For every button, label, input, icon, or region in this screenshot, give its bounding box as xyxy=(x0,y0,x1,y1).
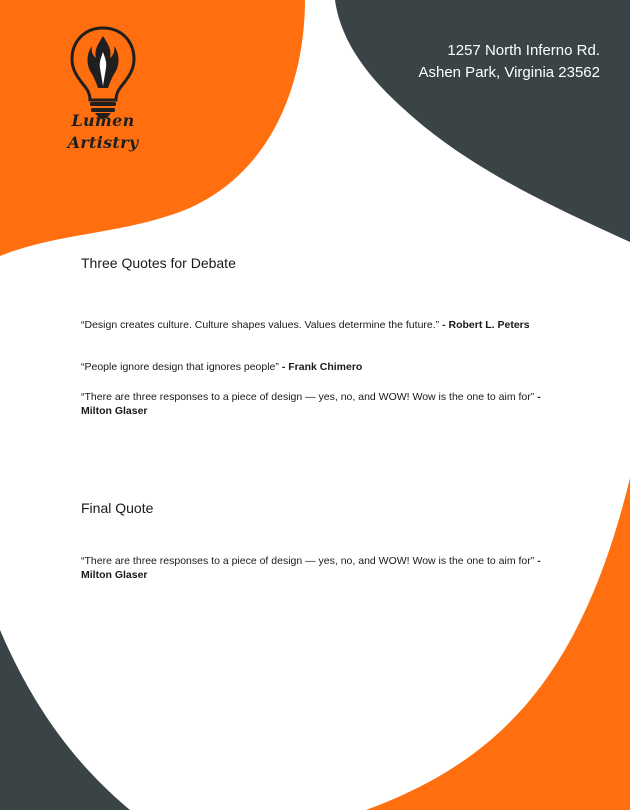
quote-1 xyxy=(81,318,541,332)
orange-shape-top-left xyxy=(0,0,305,256)
orange-shape-bottom-right xyxy=(366,478,630,810)
quote-3-author: - Milton Glaser xyxy=(81,391,541,417)
quote-1-author: - Robert L. Peters xyxy=(442,319,530,331)
quote-3-text: “There are three responses to a piece of design — yes, no, and WOW! Wow is the one to aim for” xyxy=(81,391,535,403)
logo xyxy=(58,22,148,162)
final-quote xyxy=(81,554,541,582)
company-address xyxy=(418,40,600,84)
address-line-1: 1257 North Inferno Rd. xyxy=(447,42,600,59)
logo-line-2: Artistry xyxy=(67,133,139,152)
quote-2-text: “People ignore design that ignores people” xyxy=(81,361,279,373)
charcoal-shape-bottom-left xyxy=(0,630,130,810)
quote-3 xyxy=(81,390,541,418)
final-quote-author: - Milton Glaser xyxy=(81,555,541,581)
logo-wordmark xyxy=(58,110,148,154)
logo-line-1: Lumen xyxy=(71,111,135,130)
final-quote-text: “There are three responses to a piece of design — yes, no, and WOW! Wow is the one to aim for” xyxy=(81,555,535,567)
quote-2 xyxy=(81,360,541,374)
quote-2-author: - Frank Chimero xyxy=(281,361,363,373)
quote-1-text: “Design creates culture. Culture shapes values. Values determine the future.” xyxy=(81,319,440,331)
charcoal-shape-top-right xyxy=(335,0,630,242)
flaming-lightbulb-icon xyxy=(58,22,148,118)
section-heading-final: Final Quote xyxy=(81,500,154,516)
section-heading-debate: Three Quotes for Debate xyxy=(81,255,236,271)
address-line-2: Ashen Park, Virginia 23562 xyxy=(418,64,600,81)
